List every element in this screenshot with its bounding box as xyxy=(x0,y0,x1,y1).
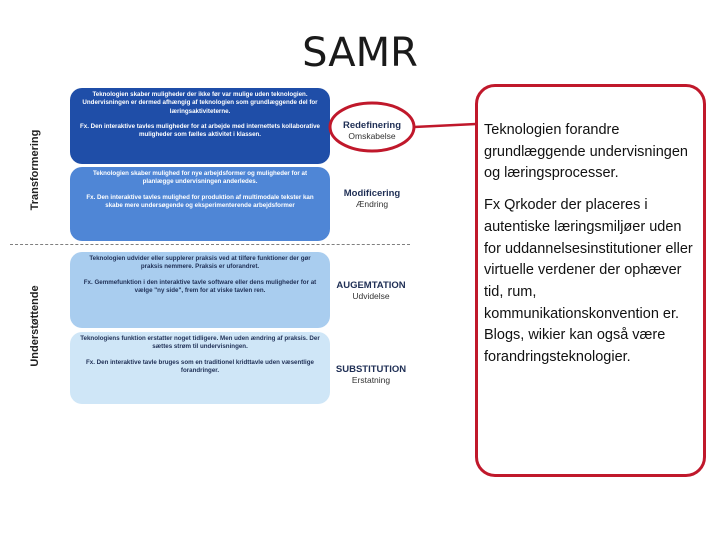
augmentation-example: Fx. Gemmefunktion i den interaktive tavle software eller dens muligheder for at vælge "ny side", frem for at viske tavlen ren. xyxy=(83,278,317,294)
level-name-substitution: SUBSTITUTION xyxy=(335,364,407,375)
level-label-substitution xyxy=(329,364,413,385)
level-name-redefinering: Redefinering xyxy=(342,120,402,131)
highlight-connector xyxy=(326,98,486,154)
slide-title: SAMR xyxy=(302,30,418,76)
side-label-transformering: Transformering xyxy=(29,129,41,211)
augmentation-description: Teknologien udvider eller supplerer praksis ved at tilføre funktioner der gør praksis nemmere. Praksis er uforandret. xyxy=(89,255,311,271)
note-box xyxy=(475,84,706,477)
level-subtitle-augmentation: Udvidelse xyxy=(352,291,390,301)
level-label-modificering xyxy=(333,188,411,209)
highlight-ellipse xyxy=(330,103,414,151)
modificering-box xyxy=(70,167,330,241)
divider-line xyxy=(10,244,410,245)
note-paragraph-2: Fx Qrkoder der placeres i autentiske læringsmiljøer uden for uddannelsesinstitutioner eller virtuelle verdener der ophæver tid, rum, kommunikationskonvention er. Blogs, wikier kan også være forandringsteknologier. xyxy=(484,197,693,366)
level-name-modificering: Modificering xyxy=(343,188,401,199)
connector-line xyxy=(414,124,476,127)
side-label-understottende: Understøttende xyxy=(29,285,41,367)
augmentation-box xyxy=(70,252,330,328)
redefinering-box xyxy=(70,88,330,164)
level-subtitle-modificering: Ændring xyxy=(355,199,389,209)
modificering-description: Teknologien skaber mulighed for nye arbejdsformer og muligheder for at planlægge undervisningen anderledes. xyxy=(92,170,308,186)
substitution-description: Teknologiens funktion erstatter noget tidligere. Men uden ændring af praksis. Der sættes strøm til undervisningen. xyxy=(80,335,320,351)
level-label-augmentation xyxy=(329,280,413,301)
level-subtitle-substitution: Erstatning xyxy=(351,375,391,385)
note-paragraph-1: Teknologien forandre grundlæggende undervisningen og læringsprocesser. xyxy=(484,122,688,182)
redefinering-example: Fx. Den interaktive tavles muligheder for at arbejde med internettets kollaborative muligheder som fælles aktivitet i klassen. xyxy=(79,122,320,139)
substitution-box xyxy=(70,332,330,404)
redefinering-description: Teknologien skaber muligheder der ikke før var mulige uden teknologien. Undervisningen er dermed afhængig af teknologien som grundlæggende del for læringsaktiviteterne. xyxy=(82,91,318,115)
level-name-augmentation: AUGEMTATION xyxy=(336,280,406,291)
substitution-example: Fx. Den interaktive tavle bruges som en traditionel kridttavle uden væsentlige forandringer. xyxy=(86,358,314,374)
modificering-example: Fx. Den interaktive tavles mulighed for produktion af multimodale tekster kan skabe mere undersøgende og eksperimenterende arbejdsformer xyxy=(86,193,314,209)
level-subtitle-redefinering: Omskabelse xyxy=(348,131,396,141)
